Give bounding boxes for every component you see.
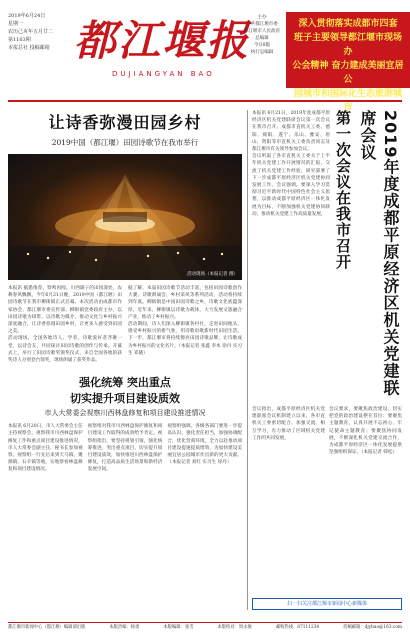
- date-line: 2019年6月24日: [8, 13, 46, 19]
- paragraph: 据了解，本届田园诗歌节活动丰富，包括田园诗歌创作大赛、诗歌朗诵会、乡村采风等系列活动，活动将持续到年底。柳街镇是中国田园诗歌之乡，诗歌文化底蕴深厚，近年来，柳街镇以诗歌为载体，大力发展文旅融合产业，推动了乡村振兴。: [128, 286, 242, 320]
- footer-item: 本版校对：周永俊: [217, 625, 252, 630]
- right-story: [252, 110, 402, 610]
- section-headline-line2[interactable]: 切实提升项目建设质效: [70, 392, 180, 406]
- footer-item: 投稿邮箱：djybao@163.com: [343, 625, 402, 630]
- newspaper-logo: 都江堰报: [74, 16, 251, 65]
- issue-line: 都江堰市人民政府: [244, 29, 280, 34]
- right-story-bottom: [252, 406, 402, 456]
- vertical-headline-line: 第一次会议在我市召开: [334, 110, 352, 270]
- left-story: [8, 110, 242, 474]
- festival-photo: [8, 154, 242, 280]
- section-subheadline: 市人大常委会视察川西林盘修复和项目建设推进情况: [44, 409, 206, 418]
- footer-item: 本版责编：杨勇: [109, 625, 140, 630]
- right-story-column: 会议指出，成都平原经济区机关党建联席会议机制建立以来，各市直机关工委密切配合、加强交流、相互学习，有力推动了区域机关党建工作的共同发展。: [252, 407, 325, 441]
- date-line: 农历己亥年五月廿二: [8, 29, 54, 35]
- footer-item: 都江堰市新闻中心（都江堰）编辑部出版: [8, 625, 86, 630]
- paragraph: 本报讯 据悉推荐、察鸣再闻，川西湖子的田园深处，农耕春风飘飘，今年6月21日晚，2019中国（都江堰）田园诗歌节在我市柳街镇正式启幕。本次活动由成都市作家协会、都江堰市委宣传部、柳街镇党委政府主办，以田园诗歌为纽带，以诗歌为媒介，推动文化与乡村振兴深度融合，让诗香弥漫田园乡村，让更多人感受到田园之美。: [8, 286, 122, 335]
- banner-line: 园城市和国际化生态旅游城市: [293, 89, 402, 113]
- section-body: [8, 423, 242, 473]
- date-line: 星期一: [8, 21, 24, 27]
- masthead-rule: [8, 100, 402, 102]
- logo-pinyin: DUJIANGYAN BAO: [112, 70, 215, 78]
- date-line: 本报总社 投稿邮箱: [8, 45, 50, 51]
- date-column: [8, 12, 70, 52]
- paragraph: 会议听取了各市直机关工委关于上半年机关党建工作开展情况的汇报，交流了机关党建工作经验，研究部署了下一步成都平原经济区机关党建协同发展工作。会议强调，要深入学习贯彻习近平新时代中国特色社会主义思想，以推动成都平原经济区一体化发展为目标，不断加强机关党建协同联动，推动机关党建工作高质量发展。: [252, 154, 330, 217]
- issue-info: [242, 14, 282, 56]
- date-line: 第1163期: [8, 37, 31, 43]
- story-body: [8, 285, 242, 364]
- footer-item: 邮购热线：87111234: [275, 625, 320, 630]
- right-story-column: [252, 110, 330, 218]
- footer-item: 本版编辑：张雪: [163, 625, 194, 630]
- main-subheadline: 2019中国（都江堰）田园诗歌节在我市举行: [51, 138, 199, 147]
- section-column: 视察组对我市川西林盘保护修复和项目建设工作取得的成效给予肯定。视察组指出，要坚持规划引领，强化统筹推进，突出重点项目，切实提升项目建设质效，加快推进川西林盘保护修复，打造高品质生活场景和新经济发展空间。: [87, 424, 163, 473]
- issue-line: 主办: [257, 15, 267, 20]
- red-banner-headline[interactable]: [286, 12, 410, 113]
- issue-line: 总编辑: [255, 36, 269, 41]
- banner-line: 公会精神 奋力建成美丽宜居公: [292, 61, 404, 85]
- story-column: [128, 285, 242, 364]
- paragraph: 活动期间，诗人们深入柳街镇各村社，走进田间地头，感受乡村振兴的新气象，用诗歌讴歌新时代田园生活。下一步，都江堰市将持续擦亮田园诗歌品牌，让诗歌成为乡村振兴的文化名片。（本报记者 张鑫 李本 徐丹 实习生 邓晓）: [128, 322, 242, 356]
- section-column: 本报讯 6月20日，市人大常委会主任主持视察会，视察我市川西林盘保护修复工作和重点项目建设推进情况，市人大常委会副主任、秘书长参加视察。视察组一行先后来到天马镇、聚源镇、石羊镇等地，实地察看林盘修复和项目建设情况。: [8, 424, 83, 473]
- issue-line: 中共都江堰市委: [246, 22, 278, 27]
- masthead: [8, 6, 404, 113]
- main-headline[interactable]: 让诗香弥漫田园乡村: [48, 113, 202, 132]
- vertical-headline-line: 2019年度成都平原经济区机关党建联席会议: [358, 110, 400, 397]
- section-column: 视察组强调，各级各部门要进一步提高认识，强化责任担当，加强协调配合，优化营商环境，全力以赴推动项目建设提速提质增效，为加快建设美丽宜居公园城市作出新的更大贡献。（本报记者 刘红 实习生 徐丹）: [167, 424, 243, 466]
- vertical-headline[interactable]: [336, 110, 402, 400]
- page-footer: [8, 622, 402, 634]
- banner-line: 深入贯彻落实成都市四套: [298, 19, 398, 29]
- story-column: [8, 285, 122, 364]
- photo-caption: 活动现场（本报记者 摄）: [187, 272, 238, 277]
- stage-lights-image: [8, 154, 242, 280]
- issue-line: 执行总编辑: [250, 50, 274, 55]
- qr-follow-banner[interactable]: 扫一扫关注都江堰市新闻中心新媒体: [252, 598, 402, 610]
- paragraph: 本报讯 6月21日，2019年度成都平原经济区机关党建联席会议第一次会议在我市召开。成都市直机关工委、德阳、绵阳、遂宁、乐山、雅安、眉山、资阳等市直机关工委负责同志及都江堰市有关领导参加会议。: [252, 111, 330, 153]
- column-divider: [247, 110, 248, 610]
- section-headline[interactable]: 强化统筹 突出重点: [79, 376, 171, 390]
- issue-line: 今日8版: [253, 43, 271, 48]
- right-story-column: 会议要求，要聚焦政治建设，切实把党的政治建设摆在首位；要聚焦主题教育，认真开展不忘初心、牢记使命主题教育；要聚焦协同发展，不断深化机关党建交流合作，为成都平原经济区一体化发展提供坚强组织保证。（本报记者 韩松）: [329, 407, 402, 456]
- paragraph: 活动现场，全国各地诗人、学者、诗歌爱好者齐聚一堂，以诗会友，共同探讨田园诗歌的创作与传承。开幕式上，举行了田园诗歌奖颁奖仪式，来自全国各地的获奖诗人分别登台领奖，现场朗诵了获奖作品。: [8, 336, 122, 364]
- banner-line: 班子主要领导都江堰市现场办: [293, 33, 402, 57]
